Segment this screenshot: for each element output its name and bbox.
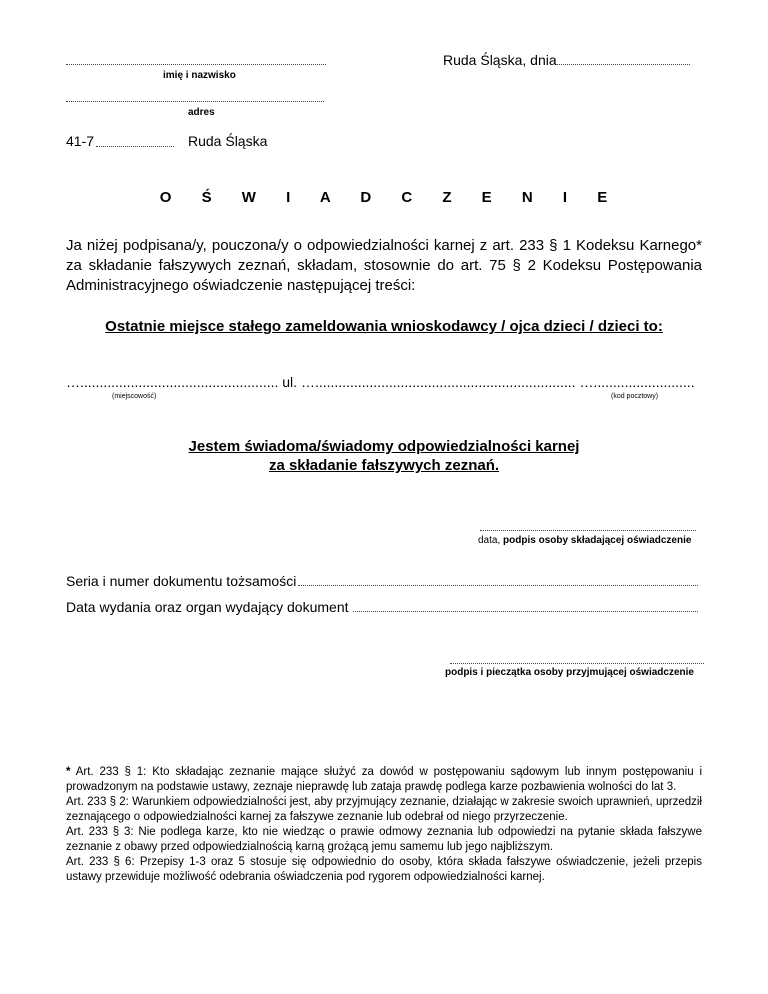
- address-label: adres: [188, 107, 215, 118]
- awareness-line-2: za składanie fałszywych zeznań.: [268, 457, 500, 474]
- name-label: imię i nazwisko: [163, 70, 236, 81]
- signature-caption-bold: podpis osoby składającej oświadczenie: [503, 535, 692, 546]
- awareness-line-1: Jestem świadoma/świadomy odpowiedzialności karnej: [188, 438, 580, 455]
- date-line[interactable]: [557, 64, 690, 65]
- document-title: O Ś W I A D C Z E N I E: [159, 189, 621, 206]
- street-dots: …...................................................................: [300, 374, 576, 390]
- intro-paragraph: Ja niżej podpisana/y, pouczona/y o odpowiedzialności karnej z art. 233 § 1 Kodeksu Karnego* za składanie fałszywych zeznań, składam, stosownie do art. 75 § 2 Kodeksu Postępowania Administracyjnego oświadczenie następującej treści:: [66, 237, 702, 294]
- signature-line-declarant[interactable]: [480, 530, 696, 531]
- signature-caption-prefix: data,: [478, 535, 504, 546]
- postal-line[interactable]: [96, 146, 174, 147]
- city-date-label: Ruda Śląska, dnia: [443, 52, 557, 68]
- footnote-233-6: Art. 233 § 6: Przepisy 1-3 oraz 5 stosuje się odpowiednio do osoby, która składa fałszywe oświadczenie, jeżeli przepis ustawy przewiduje możliwość odebrania oświadczenia pod rygorem odpowiedzialności karnej.: [66, 856, 702, 883]
- postal-caption: (kod pocztowy): [611, 393, 659, 400]
- footnote-233-3: Art. 233 § 3: Nie podlega karze, kto nie wiedząc o prawie odmowy zeznania lub odpowiedzi na pytanie składa fałszywe zeznanie z obawy przed odpowiedzialnością karną grożącą jemu samemu lub jego najbliższym.: [66, 826, 702, 853]
- signature-line-receiver[interactable]: [450, 663, 704, 664]
- id-document-line[interactable]: [298, 585, 698, 586]
- postal-prefix: 41-7: [66, 133, 95, 149]
- footnote-star: *: [66, 766, 71, 778]
- residence-line[interactable]: [66, 374, 706, 390]
- residence-heading: Ostatnie miejsce stałego zameldowania wnioskodawcy / ojca dzieci / dzieci to:: [105, 318, 663, 335]
- city-name: Ruda Śląska: [188, 133, 268, 149]
- signature-caption-receiver: podpis i pieczątka osoby przyjmującej oświadczenie: [445, 667, 694, 678]
- issue-label: Data wydania oraz organ wydający dokument: [66, 599, 349, 615]
- footnote-233-2: Art. 233 § 2: Warunkiem odpowiedzialności jest, aby przyjmujący zeznanie, działając w zakresie swoich uprawnień, uprzedził zeznającego o odpowiedzialności karnej za fałszywe zeznanie lub odebrał od niego przyrzeczenie.: [66, 796, 702, 823]
- locality-caption: (miejscowość): [112, 393, 157, 400]
- street-label: ul.: [282, 374, 298, 390]
- id-document-label: Seria i numer dokumentu tożsamości: [66, 573, 297, 589]
- signature-caption-declarant: [478, 535, 691, 546]
- locality-dots: …...................................................: [66, 374, 279, 390]
- footnote-233-1: * Art. 233 § 1: Kto składając zeznanie mające służyć za dowód w postępowaniu sądowym lub innym postępowaniu i prowadzonym na podstawie ustawy, zeznaje nieprawdę lub zataja prawdę podlega karze pozbawienia wolności do lat 3.: [66, 766, 703, 793]
- address-line[interactable]: [66, 101, 324, 102]
- postal-code-dots: …..........................: [579, 374, 695, 390]
- issue-line[interactable]: [353, 611, 698, 612]
- name-line[interactable]: [66, 64, 326, 65]
- footnotes: [66, 765, 702, 885]
